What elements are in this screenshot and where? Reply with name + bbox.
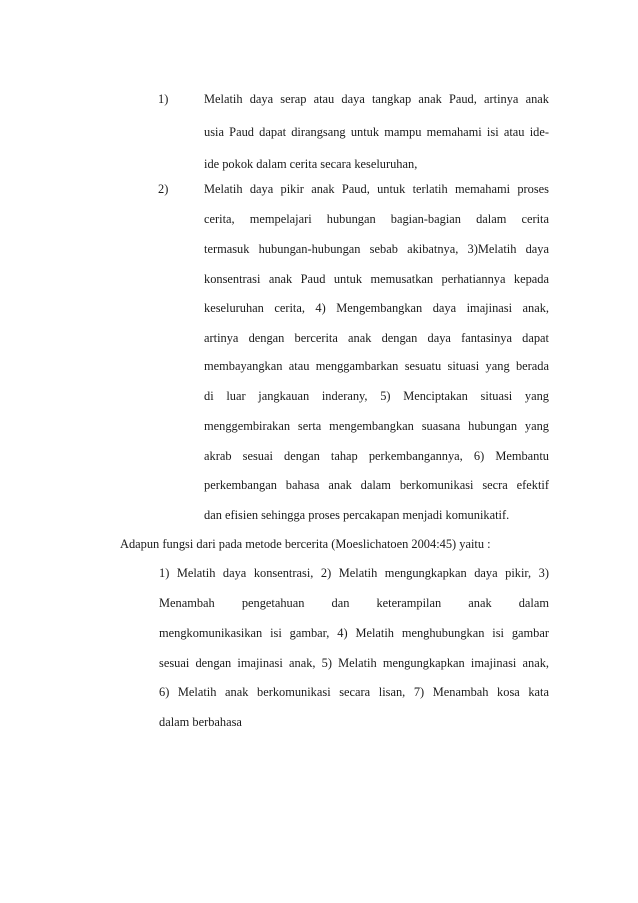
- list-item-line: akrab sesuai dengan tahap perkembangannya, 6) Membantu: [204, 450, 549, 463]
- paragraph-line: 1) Melatih daya konsentrasi, 2) Melatih mengungkapkan daya pikir, 3): [159, 567, 549, 580]
- list-item-line: konsentrasi anak Paud untuk memusatkan perhatiannya kepada: [204, 273, 549, 286]
- paragraph-intro: Adapun fungsi dari pada metode bercerita (Moeslichatoen 2004:45) yaitu :: [120, 537, 491, 551]
- paragraph-line: Menambah pengetahuan dan keterampilan anak dalam: [159, 597, 549, 610]
- list-item-line: termasuk hubungan-hubungan sebab akibatnya, 3)Melatih daya: [204, 243, 549, 256]
- paragraph-line: dalam berbahasa: [159, 715, 242, 729]
- list-item-line: Melatih daya pikir anak Paud, untuk terlatih memahami proses: [204, 183, 549, 196]
- list-item-line: perkembangan bahasa anak dalam berkomunikasi secra efektif: [204, 479, 549, 492]
- list-item-line: di luar jangkauan inderany, 5) Menciptakan situasi yang: [204, 390, 549, 403]
- list-item-number: 1): [158, 92, 169, 106]
- list-item-line: membayangkan atau menggambarkan sesuatu situasi yang berada: [204, 360, 549, 373]
- paragraph-line: sesuai dengan imajinasi anak, 5) Melatih mengungkapkan imajinasi anak,: [159, 657, 549, 670]
- list-item-line: ide pokok dalam cerita secara keseluruhan,: [204, 157, 418, 171]
- list-item-number: 2): [158, 182, 169, 196]
- list-item-line: Melatih daya serap atau daya tangkap anak Paud, artinya anak: [204, 93, 549, 106]
- list-item-line: cerita, mempelajari hubungan bagian-bagian dalam cerita: [204, 213, 549, 226]
- list-item-line: artinya dengan bercerita anak dengan daya fantasinya dapat: [204, 332, 549, 345]
- paragraph-line: 6) Melatih anak berkomunikasi secara lisan, 7) Menambah kosa kata: [159, 686, 549, 699]
- list-item-line: usia Paud dapat dirangsang untuk mampu memahami isi atau ide-: [204, 126, 549, 139]
- list-item-line: keseluruhan cerita, 4) Mengembangkan daya imajinasi anak,: [204, 302, 549, 315]
- paragraph-line: mengkomunikasikan isi gambar, 4) Melatih menghubungkan isi gambar: [159, 627, 549, 640]
- list-item-line: menggembirakan serta mengembangkan suasana hubungan yang: [204, 420, 549, 433]
- list-item-line: dan efisien sehingga proses percakapan menjadi komunikatif.: [204, 508, 510, 522]
